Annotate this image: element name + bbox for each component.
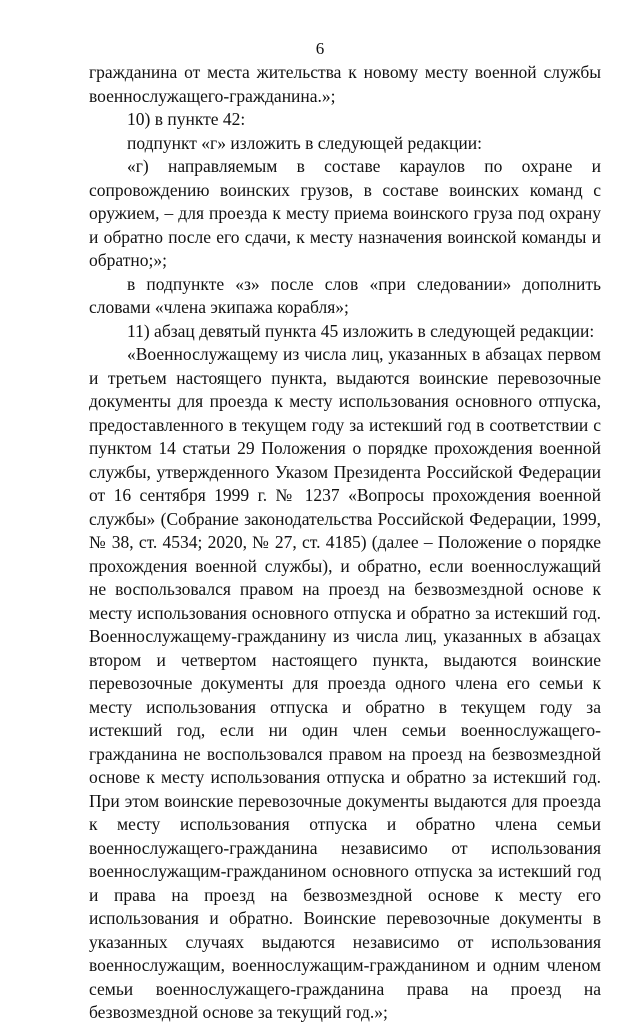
page-number: 6 — [315, 39, 325, 58]
paragraph-item-45-text: «Военнослужащему из числа лиц, указанных в абзацах первом и третьем настоящего пункта, выдаются воинские перевозочные документы для проезда к месту использования основного отпуска, предоставленного в текущем году за истекший год в соответствии с пунктом 14 статьи 29 Положения о порядке прохождения военной службы, утвержденного Указом Президента Российской Федерации от 16 сентября 1999 г. № 1237 «Вопросы прохождения военной службы» (Собрание законодательства Российской Федерации, 1999, № 38, ст. 4534; 2020, № 27, ст. 4185) (далее – Положение о порядке прохождения военной службы), и обратно, если военнослужащий не воспользовался правом на проезд на безвозмездной основе к месту использования основного отпуска и обратно за истекший год. Военнослужащему-гражданину из числа лиц, указанных в абзацах втором и четвертом настоящего пункта, выдаются воинские перевозочные документы для проезда одного члена его семьи к месту использования отпуска и обратно в текущем году за истекший год, если ни один член семьи военнослужащего-гражданина не воспользовался правом на проезд на безвозмездной основе к месту использования отпуска и обратно за истекший год. При этом воинские перевозочные документы выдаются для проезда к месту использования отпуска и обратно члена семьи военнослужащего-гражданина независимо от использования военнослужащим-гражданином основного отпуска за истекший год и права на проезд на безвозмездной основе к месту его использования и обратно. Воинские перевозочные документы в указанных случаях выдаются независимо от использования военнослужащим, военнослужащим-гражданином и одним членом семьи военнослужащего-гражданина права на проезд на безвозмездной основе за текущий год.»; — [89, 344, 601, 1022]
paragraph-subpoint-g-text: «г) направляемым в составе караулов по охране и сопровождению воинских грузов, в составе воинских команд с оружием, – для проезда к месту приема воинского груза под охрану и обратно после его сдачи, к месту назначения воинской команды и обратно;»; — [89, 156, 601, 270]
paragraph-subpoint-z: в подпункте «з» после слов «при следовании» дополнить словами «члена экипажа корабля»; — [89, 273, 601, 317]
paragraph-item-11: 11) абзац девятый пункта 45 изложить в следующей редакции: — [127, 320, 595, 341]
paragraph-continuation: гражданина от места жительства к новому месту военной службы военнослужащего-гражданина.»; — [89, 62, 601, 106]
paragraph-subpoint-g-intro: подпункт «г» изложить в следующей редакции: — [127, 132, 482, 153]
paragraph-item-10: 10) в пункте 42: — [127, 109, 246, 129]
document-body — [89, 61, 601, 1025]
